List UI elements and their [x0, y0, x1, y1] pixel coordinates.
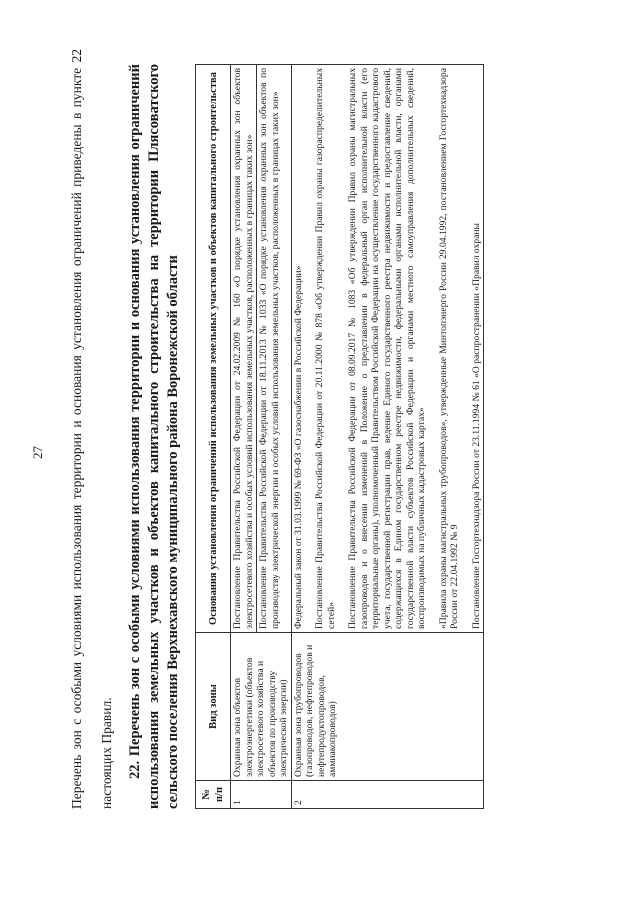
table-row	[291, 65, 484, 809]
basis-divider	[256, 65, 257, 632]
section-title: Перечень зон с особыми условиями использования территории и основания установления ограничений использования земельных участков и объектов капитального строительства на территории Плясоватского сельского поселения Верхнехавского муниципального района Воронежской области	[127, 64, 181, 809]
basis-document: Постановление Госгортехнадзора России от 23.11.1994 № 61 «О распространении «Правил охраны	[470, 223, 482, 629]
row-basis	[291, 65, 484, 633]
basis-document: «Правила охраны магистральных трубопроводов», утвержденные Минтопэнерго России 29.04.1992, постановлением Госгортехнадзора России от 22.04.1992 № 9	[437, 68, 460, 629]
zones-table	[195, 64, 484, 809]
section-heading	[126, 64, 183, 809]
header-num: № п/п	[196, 781, 231, 809]
table-row	[231, 65, 292, 809]
page-number: 27	[30, 446, 45, 459]
row-num: 1	[231, 781, 292, 809]
basis-document: Постановление Правительства Российской Федерации от 08.09.2017 № 1083 «Об утверждении Правил охраны магистральных газопроводов и о внесении изменений в Положение о представлении в федеральный орган исполнительной власти (его территориальные органы), уполномоченный Правительством Российской Федерации на осуществление государственного кадастрового учета, государственной регистрации прав, ведение Единого государственного реестра недвижимости и предоставление сведений, содержащихся в Едином государственном реестре недвижимости, федеральными органами исполнительной власти, органами государственной власти субъектов Российской Федерации и органами местного самоуправления дополнительных сведений, воспроизводимых на публичных кадастровых картах»	[347, 68, 427, 629]
row-zone-type: Охранная зона трубопроводов (газопроводов, нефтепроводов и нефтепродуктопроводов, аммиакопроводов)	[291, 633, 484, 781]
basis-document: Федеральный закон от 31.03.1999 № 69-ФЗ «О газоснабжении в Российской Федерации»	[292, 265, 304, 629]
header-basis: Основания установления ограничений использования земельных участков и объектов капитального строительства	[196, 65, 231, 633]
table-header-row	[196, 65, 231, 809]
row-zone-type: Охранная зона объектов электроэнергетики (объектов электросетевого хозяйства и объектов по производству электрической энергии)	[231, 633, 292, 781]
basis-document: Постановление Правительства Российской Федерации от 18.11.2013 № 1033 «О порядке установления охранных зон объектов по производству электрической энергии и особых условий использования земельных участков, расположенных в границах таких зон»	[258, 68, 281, 629]
basis-document: Постановление Правительства Российской Федерации от 20.11.2000 № 878 «Об утверждении Правил охраны газораспределительных сетей»	[314, 68, 337, 629]
row-num: 2	[291, 781, 484, 809]
row-basis	[231, 65, 292, 633]
header-zone-type: Вид зоны	[196, 633, 231, 781]
basis-document: Постановление Правительства Российской Федерации от 24.02.2009 № 160 «О порядке установления охранных зон объектов электросетевого хозяйства и особых условий использования земельных участков, расположенных в границах таких зон»	[232, 68, 255, 629]
section-number: 22.	[127, 760, 143, 779]
intro-paragraph: Перечень зон с особыми условиями использования территории и основания установления ограничений приведены в пункте 22 настоящих Правил.	[69, 49, 114, 809]
